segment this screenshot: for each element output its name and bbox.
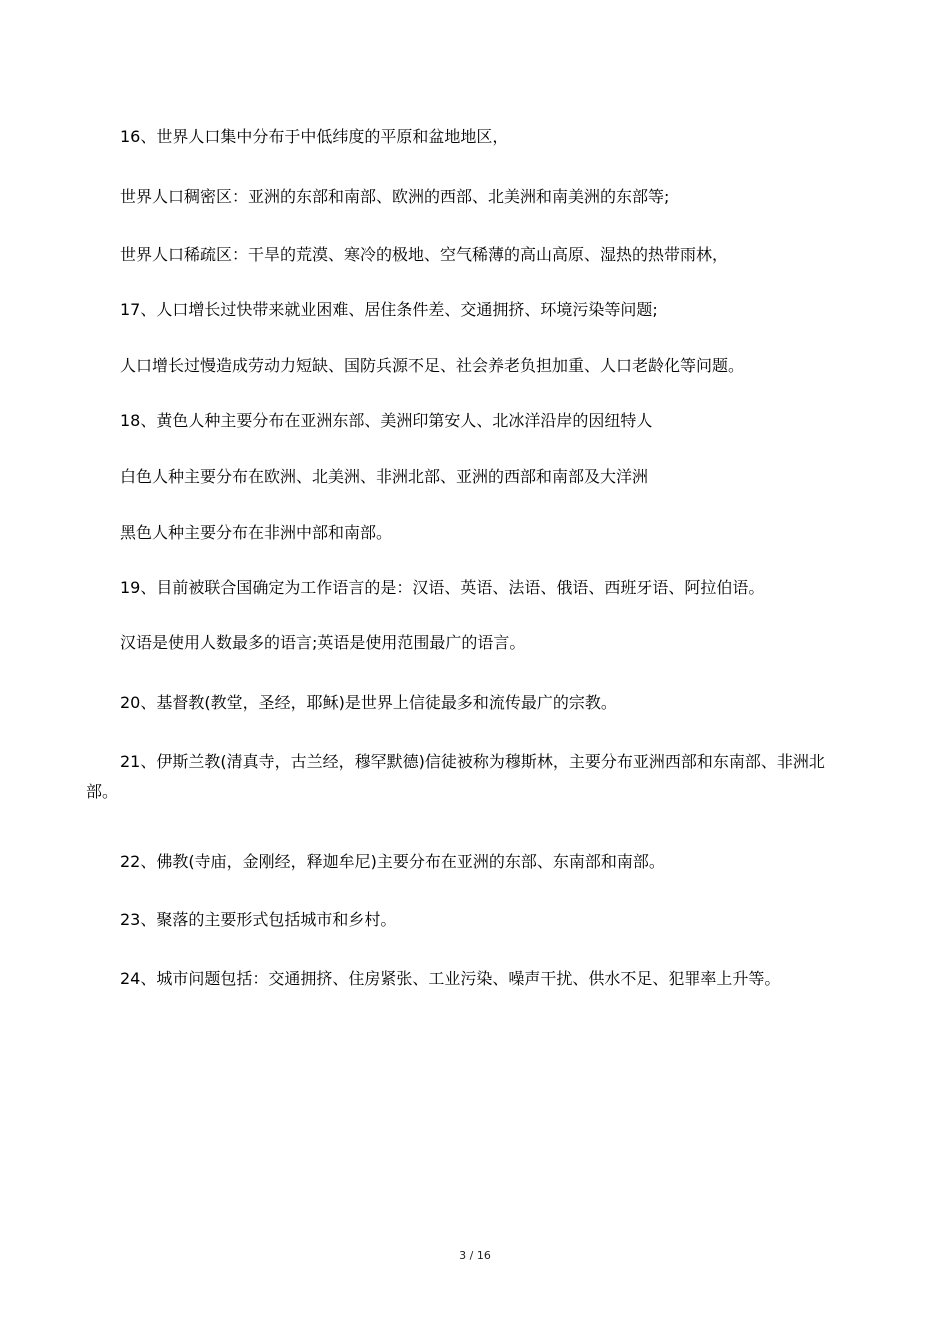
paragraph-languages: 汉语是使用人数最多的语言;英语是使用范围最广的语言。	[120, 633, 526, 652]
paragraph-white-race: 白色人种主要分布在欧洲、北美洲、非洲北部、亚洲的西部和南部及大洋洲	[120, 467, 649, 486]
paragraph-22: 22、佛教(寺庙，金刚经，释迦牟尼)主要分布在亚洲的东部、东南部和南部。	[120, 852, 665, 871]
paragraph-slow-growth: 人口增长过慢造成劳动力短缺、国防兵源不足、社会养老负担加重、人口老龄化等问题。	[120, 356, 745, 375]
page-number: 3 / 16	[459, 1249, 491, 1262]
paragraph-dense-regions: 世界人口稠密区：亚洲的东部和南部、欧洲的西部、北美洲和南美洲的东部等;	[120, 187, 670, 206]
paragraph-21: 21、伊斯兰教(清真寺，古兰经，穆罕默德)信徒被称为穆斯林，主要分布亚洲西部和东南部、非洲北部。	[86, 752, 825, 801]
paragraph-sparse-regions: 世界人口稀疏区：干旱的荒漠、寒冷的极地、空气稀薄的高山高原、湿热的热带雨林，	[120, 245, 729, 264]
paragraph-17: 17、人口增长过快带来就业困难、居住条件差、交通拥挤、环境污染等问题;	[120, 300, 658, 319]
paragraph-20: 20、基督教(教堂，圣经，耶稣)是世界上信徒最多和流传最广的宗教。	[120, 693, 617, 712]
paragraph-18: 18、黄色人种主要分布在亚洲东部、美洲印第安人、北冰洋沿岸的因纽特人	[120, 411, 653, 430]
paragraph-24: 24、城市问题包括：交通拥挤、住房紧张、工业污染、噪声干扰、供水不足、犯罪率上升等。	[120, 969, 781, 988]
paragraph-16: 16、世界人口集中分布于中低纬度的平原和盆地地区，	[120, 127, 509, 146]
paragraph-19: 19、目前被联合国确定为工作语言的是：汉语、英语、法语、俄语、西班牙语、阿拉伯语。	[120, 578, 765, 597]
paragraph-23: 23、聚落的主要形式包括城市和乡村。	[120, 910, 397, 929]
paragraph-black-race: 黑色人种主要分布在非洲中部和南部。	[120, 523, 393, 542]
